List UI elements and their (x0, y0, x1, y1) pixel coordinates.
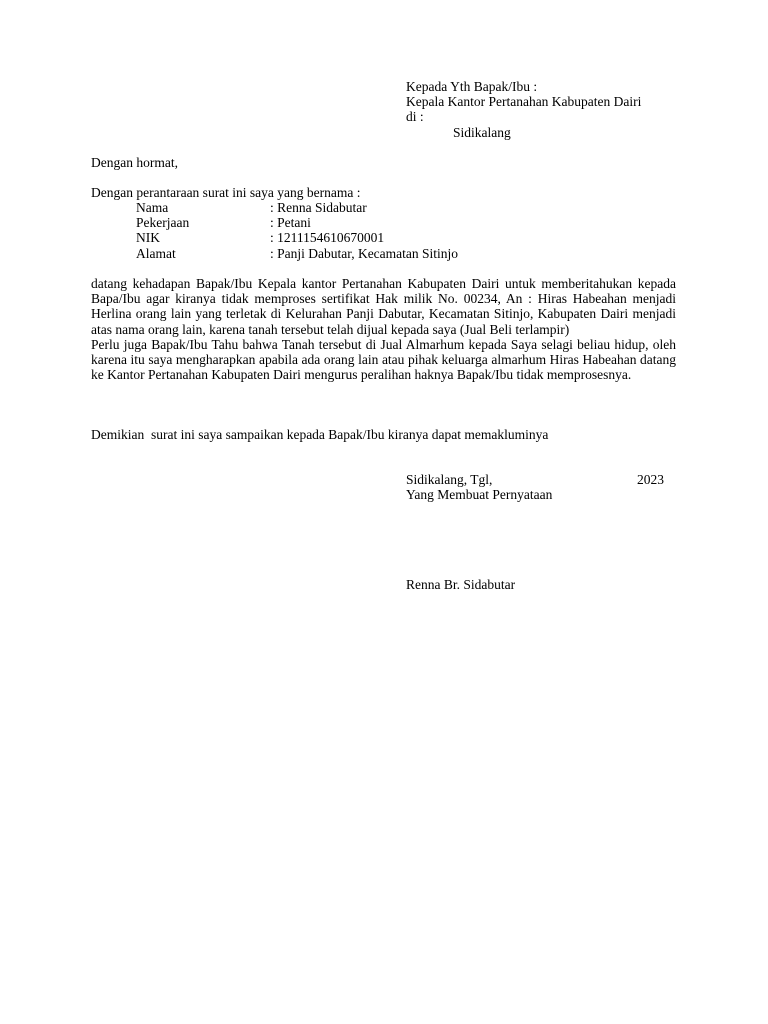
body-paragraph-2: Perlu juga Bapak/Ibu Tahu bahwa Tanah tersebut di Jual Almarhum kepada Saya selagi beliau hidup, oleh karena itu saya mengharapkan apabila ada orang lain atau pihak keluarga almarhum Hiras Habeahan datang ke Kantor Pertanahan Kabupaten Dairi mengurus peralihan haknya Bapak/Ibu tidak memprosesnya. (91, 336, 676, 383)
place-date: Sidikalang, Tgl, (406, 472, 493, 487)
body-paragraph-1: datang kehadapan Bapak/Ibu Kepala kantor Pertanahan Kabupaten Dairi untuk memberitahukan kepada Bapa/Ibu agar kiranya tidak memproses sertifikat Hak milik No. 00234, An : Hiras Habeahan menjadi Herlina orang lain yang terletak di Kelurahan Panji Dabutar, Kecamatan Sitinjo, Kabupaten Dairi menjadi atas nama orang lain, karena tanah tersebut telah dijual kepada saya (Jual Beli terlampir) (91, 276, 676, 337)
identity-label: Alamat (136, 245, 176, 261)
signer-name-block (406, 577, 515, 592)
identity-label: NIK (136, 230, 160, 246)
salutation-text: Dengan hormat, (91, 155, 178, 170)
identity-value: : Renna Sidabutar (270, 200, 367, 215)
signer-name: Renna Br. Sidabutar (406, 577, 516, 592)
identity-label: Pekerjaan (136, 215, 190, 231)
recipient-address (406, 79, 641, 140)
signature-block (406, 472, 664, 502)
intro (91, 185, 361, 200)
closing (91, 427, 548, 442)
salutation (91, 155, 178, 170)
closing-text: Demikian surat ini saya sampaikan kepada Bapak/Ibu kiranya dapat memakluminya (91, 427, 549, 442)
year: 2023 (637, 472, 664, 487)
identity-value: : Panji Dabutar, Kecamatan Sitinjo (270, 245, 459, 261)
identity-table (136, 200, 458, 261)
identity-row-nik (136, 230, 458, 245)
recipient-line-3: di : (406, 109, 424, 125)
recipient-line-2: Kepala Kantor Pertanahan Kabupaten Dairi (406, 94, 642, 110)
identity-value: : Petani (270, 215, 311, 231)
identity-row-occupation (136, 215, 458, 230)
recipient-line-1: Kepada Yth Bapak/Ibu : (406, 79, 538, 94)
intro-text: Dengan perantaraan surat ini saya yang bernama : (91, 185, 361, 200)
identity-label: Nama (136, 200, 169, 215)
letter-body (91, 276, 676, 382)
identity-row-address (136, 246, 458, 261)
place-date-row (406, 472, 664, 487)
recipient-line-4: Sidikalang (453, 124, 511, 140)
identity-value: : 1211154610670001 (270, 230, 385, 246)
signer-title: Yang Membuat Pernyataan (406, 487, 553, 503)
identity-row-name (136, 200, 458, 215)
